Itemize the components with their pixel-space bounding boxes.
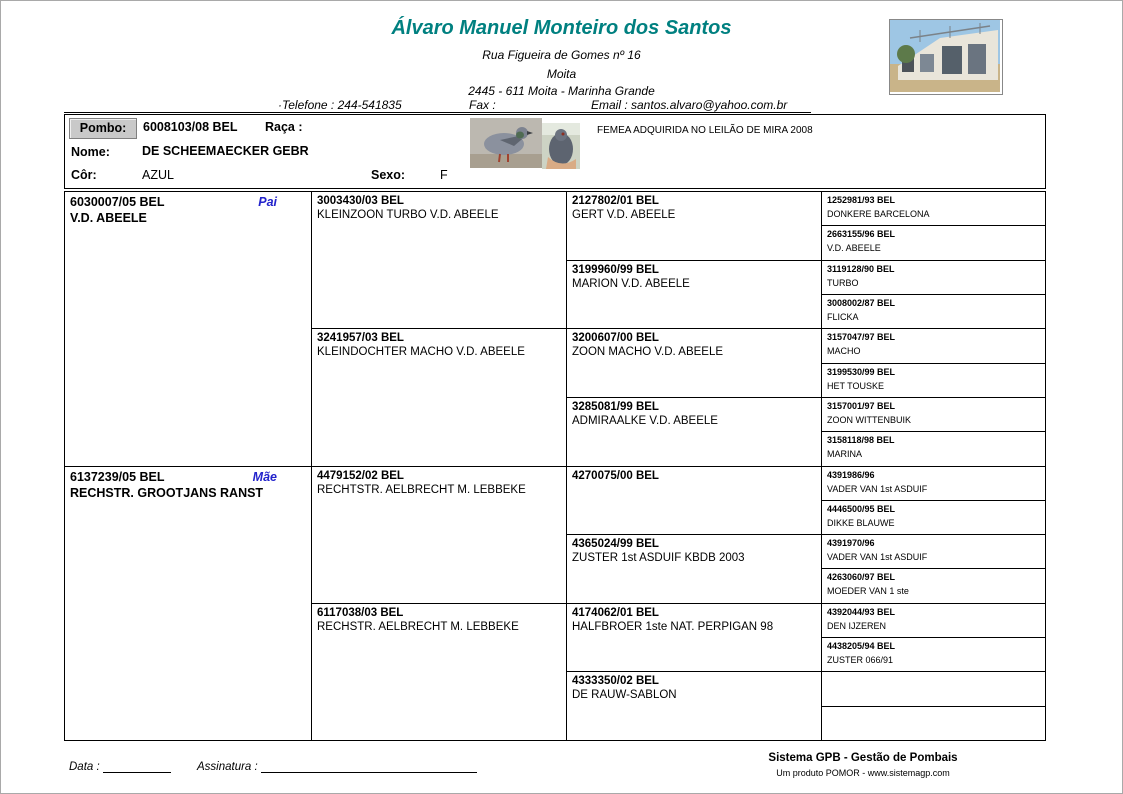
ring-number: 3199960/99 BEL xyxy=(572,263,659,276)
pedigree-cell-gen3-8 xyxy=(566,671,821,740)
pedigree-cell-gen2-1 xyxy=(311,191,566,328)
data-label: Data : xyxy=(69,761,100,773)
ring-number: 4446500/95 BEL xyxy=(827,503,896,514)
cor-label: Côr: xyxy=(71,168,97,182)
brand-title: Sistema GPB - Gestão de Pombais xyxy=(768,752,958,764)
pedigree-cell-gen3-7 xyxy=(566,603,821,672)
pedigree-cell-gen4-7 xyxy=(821,397,1046,431)
pedigree-cell-gen4-8 xyxy=(821,431,1046,465)
ring-number: 3157047/97 BEL xyxy=(827,332,896,343)
assinatura-field xyxy=(197,761,477,773)
pigeon-name: RECHSTR. AELBRECHT M. LEBBEKE xyxy=(317,620,519,633)
pigeon-photo-side-image xyxy=(470,118,542,168)
ring-number: 3008002/87 BEL xyxy=(827,297,896,308)
brand-subtitle: Um produto POMOR - www.sistemagp.com xyxy=(776,768,950,778)
ring-number: 4391986/96 xyxy=(827,469,875,480)
pedigree-cell-gen3-4 xyxy=(566,397,821,466)
loft-photo xyxy=(889,19,1003,95)
address-line-1: Rua Figueira de Gomes nº 16 xyxy=(482,48,641,62)
ring-number: 2663155/96 BEL xyxy=(827,229,896,240)
pigeon-name: HET TOUSKE xyxy=(827,380,885,391)
pigeon-name: TURBO xyxy=(827,277,859,288)
ring-number: 4392044/93 BEL xyxy=(827,606,896,617)
pigeon-name: DEN IJZEREN xyxy=(827,620,887,631)
pigeon-name: VADER VAN 1st ASDUIF xyxy=(827,552,928,563)
loft-photo-image xyxy=(890,20,1000,92)
pigeon-name: ZOON WITTENBUIK xyxy=(827,414,911,425)
ring-number: 6137239/05 BEL xyxy=(70,469,165,484)
software-brand xyxy=(743,752,983,778)
ring-number: 4438205/94 BEL xyxy=(827,641,896,652)
pigeon-name: KLEINZOON TURBO V.D. ABEELE xyxy=(317,209,499,221)
ring-number: 4333350/02 BEL xyxy=(572,675,659,688)
pigeon-name: KLEINDOCHTER MACHO V.D. ABEELE xyxy=(317,346,525,359)
page-title: Álvaro Manuel Monteiro dos Santos xyxy=(391,17,732,39)
pigeon-name: MARION V.D. ABEELE xyxy=(572,277,690,290)
pigeon-name: MACHO xyxy=(827,346,861,357)
pedigree-cell-gen3-2 xyxy=(566,260,821,329)
pedigree-cell-gen4-10 xyxy=(821,500,1046,534)
ring-number: 4391970/96 xyxy=(827,538,875,549)
ring-number: 3003430/03 BEL xyxy=(317,195,404,207)
pigeon-name: V.D. ABEELE xyxy=(827,243,881,254)
ring-number: 6117038/03 BEL xyxy=(317,606,404,619)
pedigree-cell-gen4-12 xyxy=(821,568,1046,602)
fax-label: Fax : xyxy=(469,98,496,112)
pigeon-name: FLICKA xyxy=(827,311,859,322)
raca-label: Raça : xyxy=(265,120,303,134)
pigeon-name: V.D. ABEELE xyxy=(70,211,147,225)
pedigree-cell-gen4-3 xyxy=(821,260,1046,294)
pigeon-name: RECHSTR. GROOTJANS RANST xyxy=(70,485,264,500)
ring-number: 3199530/99 BEL xyxy=(827,366,896,377)
pedigree-cell-gen3-6 xyxy=(566,534,821,603)
pigeon-name: DE RAUW-SABLON xyxy=(572,689,677,702)
pigeon-photo-hand xyxy=(542,123,580,169)
pigeon-name: ZOON MACHO V.D. ABEELE xyxy=(572,346,724,359)
parent-tag-pai: Pai xyxy=(258,195,277,209)
pigeon-name: RECHTSTR. AELBRECHT M. LEBBEKE xyxy=(317,483,526,496)
pigeon-name: MARINA xyxy=(827,449,863,460)
pedigree-cell-father xyxy=(64,191,311,466)
pigeon-name: VADER VAN 1st ASDUIF xyxy=(827,483,928,494)
pedigree-cell-gen2-4 xyxy=(311,603,566,740)
pedigree-cell-gen4-1 xyxy=(821,191,1046,225)
pedigree-cell-gen2-3 xyxy=(311,466,566,603)
pedigree-cell-mother xyxy=(64,466,311,741)
pigeon-name: DE SCHEEMAECKER GEBR xyxy=(142,144,309,158)
parent-tag-mae: Mãe xyxy=(252,469,277,484)
pedigree-cell-gen4-4 xyxy=(821,294,1046,328)
pigeon-name: ZUSTER 066/91 xyxy=(827,655,894,666)
pedigree-cell-gen4-16 xyxy=(821,706,1046,740)
pedigree-cell-gen4-6 xyxy=(821,363,1046,397)
phone-label: ·Telefone : 244-541835 xyxy=(278,98,402,112)
header-divider xyxy=(64,112,811,113)
ring-number: 4263060/97 BEL xyxy=(827,572,896,583)
address-line-3: 2445 - 611 Moita - Marinha Grande xyxy=(468,84,655,98)
pedigree-cell-gen2-2 xyxy=(311,328,566,465)
pedigree-cell-gen4-11 xyxy=(821,534,1046,568)
acquisition-note: FEMEA ADQUIRIDA NO LEILÃO DE MIRA 2008 xyxy=(597,125,813,136)
pigeon-photo-side xyxy=(470,118,542,168)
pigeon-photo-hand-image xyxy=(542,123,580,169)
pigeon-ring-number: 6008103/08 BEL xyxy=(143,120,238,134)
ring-number: 3157001/97 BEL xyxy=(827,400,896,411)
ring-number: 4174062/01 BEL xyxy=(572,606,659,619)
ring-number: 3158118/98 BEL xyxy=(827,435,895,446)
pigeon-info-box xyxy=(64,114,1046,189)
pigeon-name: DIKKE BLAUWE xyxy=(827,517,895,528)
pedigree-grid xyxy=(64,191,1046,741)
ring-number: 4365024/99 BEL xyxy=(572,538,659,551)
pedigree-cell-gen3-1 xyxy=(566,191,821,260)
pigeon-name: MOEDER VAN 1 ste xyxy=(827,586,909,597)
ring-number: 1252981/93 BEL xyxy=(827,195,896,205)
pedigree-cell-gen4-15 xyxy=(821,671,1046,705)
pedigree-cell-gen4-14 xyxy=(821,637,1046,671)
ring-number: 3119128/90 BEL xyxy=(827,263,895,274)
pigeon-name: ADMIRAALKE V.D. ABEELE xyxy=(572,414,718,427)
ring-number: 3285081/99 BEL xyxy=(572,400,659,413)
pedigree-cell-gen3-3 xyxy=(566,328,821,397)
email-label: Email : santos.alvaro@yahoo.com.br xyxy=(591,98,788,112)
ring-number: 6030007/05 BEL xyxy=(70,195,165,209)
pedigree-cell-gen4-13 xyxy=(821,603,1046,637)
ring-number: 4479152/02 BEL xyxy=(317,469,404,482)
nome-label: Nome: xyxy=(71,145,110,159)
pedigree-cell-gen3-5 xyxy=(566,466,821,535)
sexo-label: Sexo: xyxy=(371,168,406,182)
pigeon-name: HALFBROER 1ste NAT. PERPIGAN 98 xyxy=(572,620,774,633)
pigeon-color: AZUL xyxy=(142,168,174,182)
ring-number: 3200607/00 BEL xyxy=(572,332,659,345)
pigeon-name: ZUSTER 1st ASDUIF KBDB 2003 xyxy=(572,552,745,565)
pigeon-name: GERT V.D. ABEELE xyxy=(572,209,676,221)
assinatura-label: Assinatura : xyxy=(197,761,258,773)
pedigree-cell-gen4-5 xyxy=(821,328,1046,362)
ring-number: 3241957/03 BEL xyxy=(317,332,404,345)
pombo-button[interactable]: Pombo: xyxy=(69,118,137,139)
ring-number: 2127802/01 BEL xyxy=(572,195,659,207)
pigeon-name: DONKERE BARCELONA xyxy=(827,209,930,219)
pigeon-sex: F xyxy=(440,168,448,182)
data-field xyxy=(69,761,171,773)
pedigree-cell-gen4-2 xyxy=(821,225,1046,259)
data-blank-line xyxy=(103,761,171,773)
pedigree-cell-gen4-9 xyxy=(821,466,1046,500)
ring-number: 4270075/00 BEL xyxy=(572,469,659,482)
assinatura-blank-line xyxy=(261,761,477,773)
address-line-2: Moita xyxy=(546,67,577,81)
